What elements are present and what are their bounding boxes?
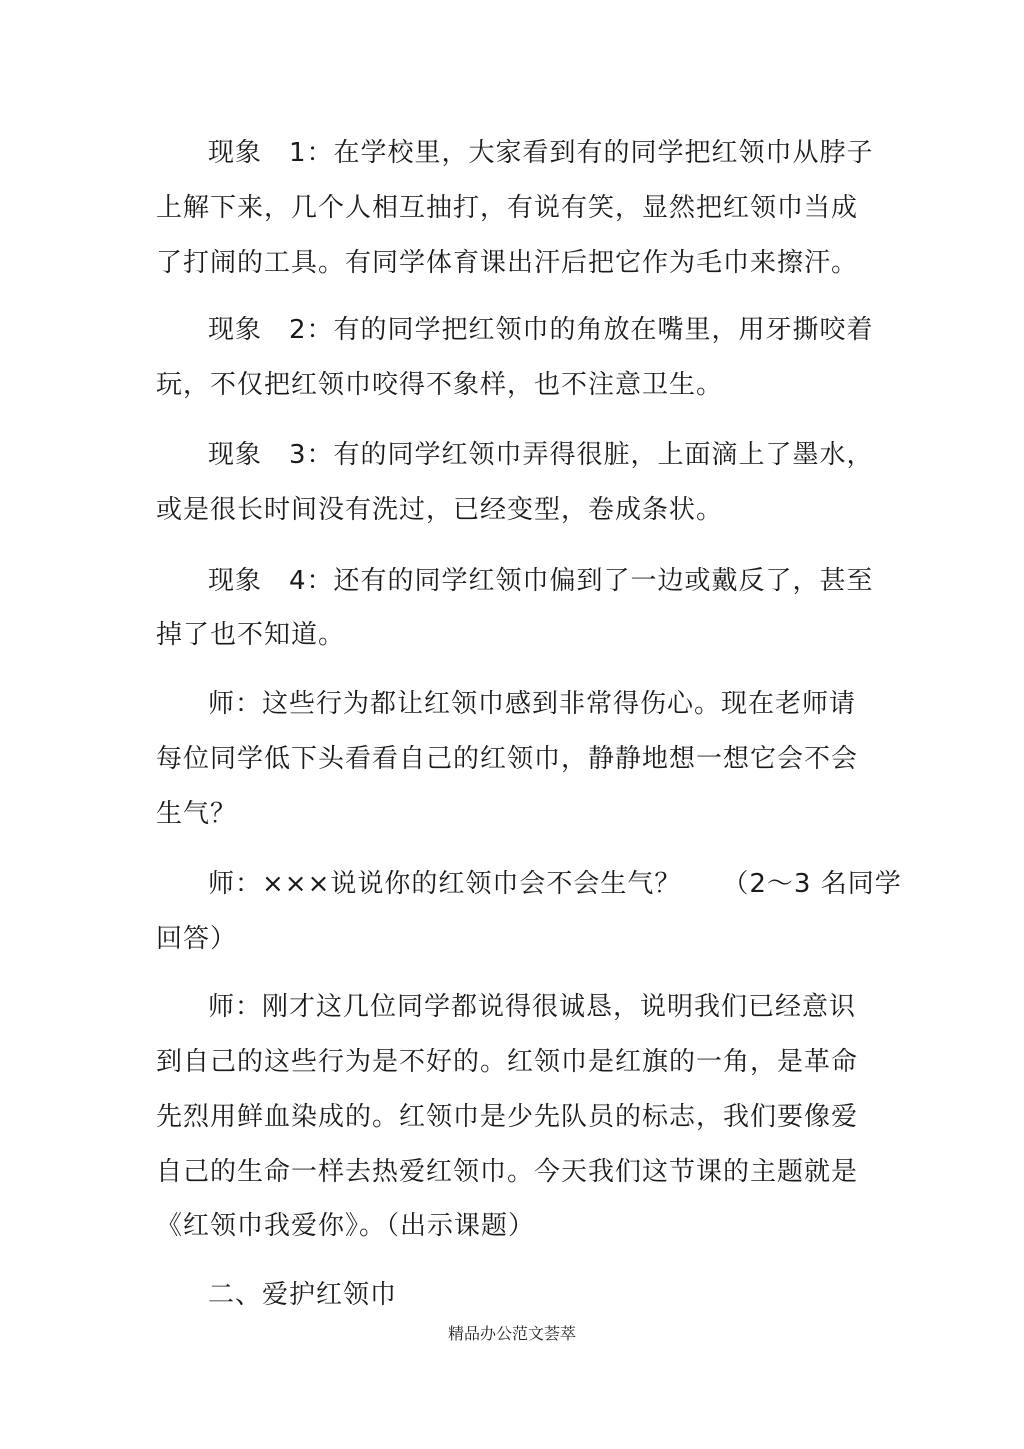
para-5-line-1: 师：这些行为都让红领巾感到非常得伤心。现在老师请 <box>208 689 857 719</box>
para-7-line-4: 自己的生命一样去热爱红领巾。今天我们这节课的主题就是 <box>156 1157 859 1187</box>
para-2-line-1: 现象 2：有的同学把红领巾的角放在嘴里，用牙撕咬着 <box>208 315 874 345</box>
para-1-line-1: 现象 1：在学校里，大家看到有的同学把红领巾从脖子 <box>208 138 874 168</box>
para-5-line-3: 生气？ <box>156 799 238 829</box>
section-heading: 二、爱护红领巾 <box>208 1280 398 1310</box>
para-6-line-1: 师：×××说说你的红领巾会不会生气？ （2～3 名同学 <box>208 869 902 899</box>
para-3-line-2: 或是很长时间没有洗过，已经变型，卷成条状。 <box>156 495 724 525</box>
para-5-line-2: 每位同学低下头看看自己的红领巾，静静地想一想它会不会 <box>156 744 859 774</box>
para-2-line-2: 玩，不仅把红领巾咬得不象样，也不注意卫生。 <box>156 370 724 400</box>
para-7-line-2: 到自己的这些行为是不好的。红领巾是红旗的一角，是革命 <box>156 1047 859 1077</box>
para-7-line-5: 《红领巾我爱你》。（出示课题） <box>156 1211 536 1241</box>
para-7-line-1: 师：刚才这几位同学都说得很诚恳，说明我们已经意识 <box>208 992 857 1022</box>
para-4-line-1: 现象 4：还有的同学红领巾偏到了一边或戴反了，甚至 <box>208 566 874 596</box>
para-1-line-3: 了打闹的工具。有同学体育课出汗后把它作为毛巾来擦汗。 <box>156 248 859 278</box>
para-4-line-2: 掉了也不知道。 <box>156 620 346 650</box>
para-1-line-2: 上解下来，几个人相互抽打，有说有笑，显然把红领巾当成 <box>156 193 859 223</box>
page-footer: 精品办公范文荟萃 <box>447 1324 576 1343</box>
para-7-line-3: 先烈用鲜血染成的。红领巾是少先队员的标志，我们要像爱 <box>156 1102 859 1132</box>
para-6-line-2: 回答） <box>156 924 238 954</box>
para-3-line-1: 现象 3：有的同学红领巾弄得很脏，上面滴上了墨水， <box>208 440 874 470</box>
